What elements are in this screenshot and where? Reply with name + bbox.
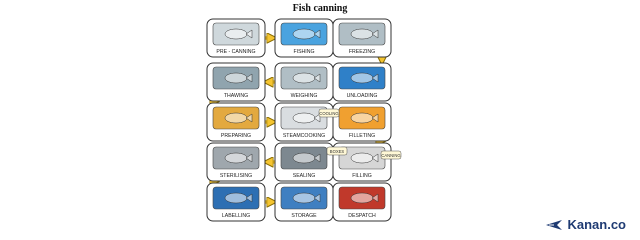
freezing-illustration bbox=[339, 23, 385, 45]
brand-logo bbox=[545, 217, 626, 232]
stage-sealing bbox=[275, 143, 333, 181]
preparing-illustration bbox=[213, 107, 259, 129]
stage-label-thawing: THAWING bbox=[223, 93, 249, 99]
diagram-title: Fish canning bbox=[292, 3, 348, 14]
stage-storage bbox=[275, 183, 333, 221]
despatch-illustration bbox=[339, 187, 385, 209]
stage-labelling bbox=[207, 183, 265, 221]
stage-fishing bbox=[275, 19, 333, 57]
tag-cooling bbox=[319, 109, 339, 117]
storage-illustration bbox=[281, 187, 327, 209]
stage-steamcooking bbox=[275, 103, 333, 141]
stage-label-filleting: FILLETING bbox=[348, 133, 376, 139]
stage-unloading bbox=[333, 63, 391, 101]
stage-label-preparing: PREPARING bbox=[220, 133, 252, 139]
stage-label-weighing: WEIGHING bbox=[290, 93, 318, 99]
stage-label-fishing: FISHING bbox=[293, 49, 315, 55]
brand-name: Kanan.co bbox=[567, 217, 626, 232]
stage-sterilising bbox=[207, 143, 265, 181]
stage-label-unloading: UNLOADING bbox=[346, 93, 378, 99]
stage-label-sterilising: STERILISING bbox=[219, 173, 253, 179]
stage-weighing bbox=[275, 63, 333, 101]
stage-label-pre-canning: PRE - CANNING bbox=[216, 49, 256, 55]
stage-thawing bbox=[207, 63, 265, 101]
stage-despatch bbox=[333, 183, 391, 221]
stage-label-freezing: FREEZING bbox=[348, 49, 376, 55]
stage-label-sealing: SEALING bbox=[292, 173, 316, 179]
tag-label-canning: CANNING bbox=[381, 153, 401, 158]
stage-label-labelling: LABELLING bbox=[221, 213, 251, 219]
tag-canning bbox=[381, 151, 401, 159]
tag-boxes bbox=[327, 147, 347, 155]
tag-label-cooling: COOLING bbox=[319, 111, 339, 116]
pre-canning-illustration bbox=[213, 23, 259, 45]
filleting-illustration bbox=[339, 107, 385, 129]
stage-label-despatch: DESPATCH bbox=[348, 213, 376, 219]
stage-label-filling: FILLING bbox=[352, 173, 372, 179]
sealing-illustration bbox=[281, 147, 327, 169]
tag-label-boxes: BOXES bbox=[329, 149, 345, 154]
airplane-icon bbox=[545, 218, 563, 232]
thawing-illustration bbox=[213, 67, 259, 89]
labelling-illustration bbox=[213, 187, 259, 209]
stage-label-steamcooking: STEAMCOOKING bbox=[282, 133, 326, 139]
weighing-illustration bbox=[281, 67, 327, 89]
stage-pre-canning bbox=[207, 19, 265, 57]
stage-label-storage: STORAGE bbox=[291, 213, 317, 219]
stage-filleting bbox=[333, 103, 391, 141]
unloading-illustration bbox=[339, 67, 385, 89]
fishing-illustration bbox=[281, 23, 327, 45]
stage-preparing bbox=[207, 103, 265, 141]
stage-freezing bbox=[333, 19, 391, 57]
sterilising-illustration bbox=[213, 147, 259, 169]
